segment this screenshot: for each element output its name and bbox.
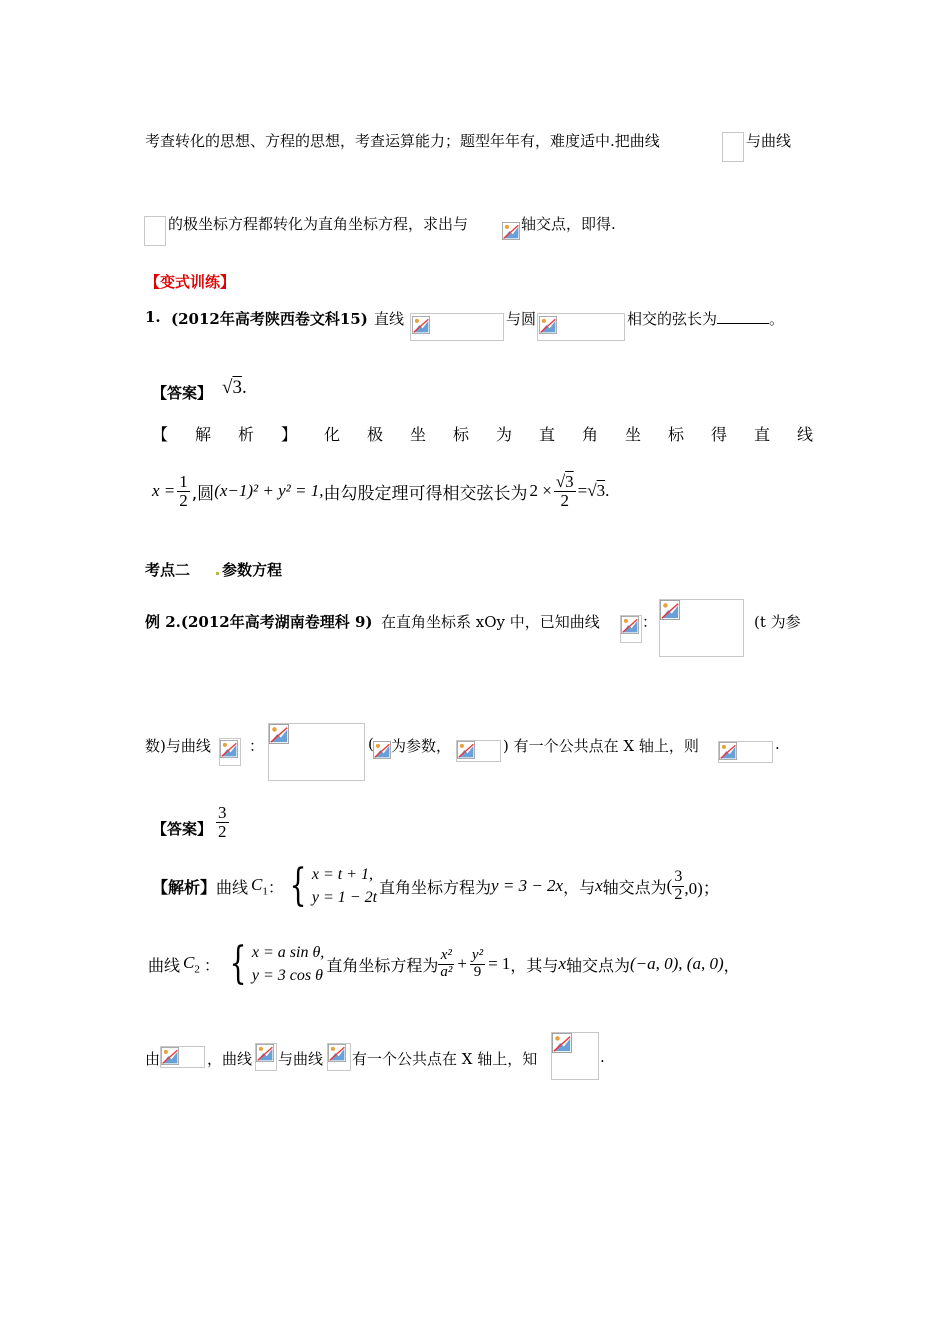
section-label: 考点二 — [145, 561, 191, 579]
example-2-lead — [145, 611, 373, 632]
answer-2-value — [216, 804, 229, 841]
radicand: 3 — [565, 471, 574, 491]
comma: ， — [723, 955, 740, 975]
heading-char: 极 — [367, 425, 384, 444]
heading-char: 化 — [324, 425, 341, 444]
fraction-denominator: 2 — [560, 490, 569, 510]
circle-label: ,圆 — [191, 483, 215, 504]
heading-char: 得 — [711, 425, 728, 444]
explanation-2-text: ，与 — [563, 877, 596, 897]
x-variable: x — [595, 876, 603, 895]
curve-label: 曲线 — [216, 877, 249, 897]
variant-heading: 【变式训练】 — [145, 273, 236, 291]
heading-char: 析 — [238, 425, 255, 444]
final-line-b: ，曲线 — [207, 1050, 253, 1068]
explanation-2-text: 轴交点为 — [565, 955, 630, 975]
left-brace-icon: { — [229, 938, 247, 989]
curve-c1 — [251, 875, 268, 897]
answer-1-value — [222, 377, 247, 399]
fraction-denominator: 2 — [218, 821, 227, 841]
broken-image-icon — [220, 740, 238, 758]
circle-equation: (x−1)² + y² = 1, — [214, 481, 324, 500]
explanation-2-line-1 — [152, 858, 720, 914]
example-2-line2-a: 数)与曲线 — [145, 737, 211, 755]
final-line-d: 有一个公共点在 X 轴上，知 — [352, 1050, 538, 1068]
curve-label: 曲线 — [148, 955, 181, 975]
intro-line-2 — [168, 213, 468, 234]
question-1-end: 。 — [769, 310, 785, 328]
explanation-1-heading — [152, 422, 840, 445]
result-value: √3. — [587, 481, 610, 500]
question-1-text-b: 与圆 — [506, 310, 537, 328]
explanation-2-text: ，其与 — [510, 955, 559, 975]
broken-image-icon — [660, 600, 680, 620]
section-title: 参数方程 — [222, 561, 283, 579]
equation-system — [252, 941, 324, 987]
heading-char: 线 — [797, 425, 814, 444]
broken-image-icon — [256, 1044, 274, 1062]
heading-char: 】 — [281, 425, 298, 444]
broken-image-icon — [552, 1033, 572, 1053]
intro-line-1b — [746, 130, 791, 151]
final-line-c: 与曲线 — [278, 1050, 324, 1068]
point-close: ,0)； — [684, 878, 720, 898]
broken-image-icon — [328, 1044, 346, 1062]
left-brace-icon: { — [289, 860, 307, 911]
heading-char: 解 — [195, 425, 212, 444]
answer-blank — [717, 309, 769, 324]
explanation-1-formula — [152, 466, 609, 516]
x-variable: x — [558, 954, 566, 973]
curve-c2 — [183, 953, 200, 975]
heading-char: 【 — [152, 425, 169, 444]
broken-image-icon — [457, 741, 475, 759]
intro-text-b: 与曲线 — [746, 132, 792, 150]
broken-image-icon — [621, 616, 639, 634]
times-sign: 2 × — [529, 481, 552, 500]
system-line: x = t + 1, — [311, 865, 374, 883]
fraction-denominator: 2 — [179, 490, 188, 510]
answer-2-label: 【答案】 — [152, 820, 213, 838]
answer-1-end: . — [241, 377, 247, 398]
question-1-text-c — [627, 308, 784, 329]
dot-mark — [216, 572, 219, 575]
heading-char: 标 — [668, 425, 685, 444]
fraction — [554, 473, 576, 510]
broken-image-icon — [373, 741, 391, 759]
heading-char: 坐 — [625, 425, 642, 444]
fraction — [438, 948, 454, 981]
example-2-line2-d: ) 有一个公共点在 X 轴上，则 — [503, 737, 699, 755]
question-1-text-a: 直线 — [374, 310, 405, 328]
broken-image-icon — [269, 724, 289, 744]
explanation-2-line-2 — [148, 934, 740, 994]
example-2-text-a: 在直角坐标系 xOy 中，已知曲线 — [381, 613, 600, 631]
heading-char: 直 — [539, 425, 556, 444]
explanation-1-text: 由勾股定理可得相交弦长为 — [323, 483, 528, 504]
explanation-2-text: 直角坐标方程为 — [326, 955, 439, 975]
fraction-numerator: x² — [438, 948, 454, 965]
fraction — [672, 869, 684, 904]
paren: ( — [666, 876, 673, 895]
fraction-numerator: 1 — [179, 471, 188, 491]
intro-text-d: 轴交点，即得. — [521, 215, 616, 233]
system-line: y = 3 cos θ — [251, 967, 323, 984]
curve-subscript: 2 — [194, 963, 200, 976]
fraction-denominator: 9 — [473, 963, 482, 980]
intro-text-c: 的极坐标方程都转化为直角坐标方程，求出与 — [168, 215, 469, 233]
heading-char: 为 — [496, 425, 513, 444]
intersection-points: (−a, 0), (a, 0) — [630, 954, 724, 973]
fraction-denominator: a² — [440, 963, 453, 980]
system-line: y = 1 − 2t — [311, 889, 378, 906]
intro-line-1 — [145, 130, 660, 151]
explanation-2-label: 【解析】 — [152, 877, 217, 897]
broken-image-icon — [412, 316, 430, 334]
fraction — [470, 948, 485, 981]
fraction-denominator: 2 — [674, 885, 683, 903]
fraction — [216, 804, 229, 841]
question-1-number: 1. — [145, 308, 161, 326]
sqrt-icon: √ — [222, 377, 233, 398]
broken-image-icon — [502, 222, 520, 240]
fraction-numerator: √3 — [555, 471, 574, 491]
final-line-end: . — [600, 1048, 605, 1066]
final-line-a: 由 — [145, 1050, 161, 1068]
example-2-number: 例 2. — [145, 613, 181, 631]
curve-symbol: C — [251, 874, 263, 894]
example-2-line2-c: 为参数， — [391, 737, 452, 755]
broken-image-icon — [161, 1047, 179, 1065]
explanation-2-text: 轴交点为 — [602, 877, 667, 897]
fraction-numerator: 3 — [218, 803, 227, 822]
answer-1-radicand: 3 — [232, 377, 242, 398]
fraction — [177, 473, 190, 510]
question-1-source: (2012年高考陕西卷文科15) — [171, 310, 368, 328]
equation-system — [312, 863, 377, 909]
question-1-prompt: 相交的弦长为 — [627, 310, 718, 328]
x-equals: x = — [152, 481, 176, 500]
answer-1-label: 【答案】 — [152, 384, 213, 402]
equals-sign: = — [577, 481, 588, 500]
heading-char: 角 — [582, 425, 599, 444]
heading-char: 直 — [754, 425, 771, 444]
image-frame — [722, 132, 744, 162]
example-2-text-b: (t 为参 — [754, 613, 801, 631]
heading-char: 坐 — [410, 425, 427, 444]
example-2-line2-end: . — [775, 735, 780, 753]
plus-sign: + — [457, 954, 467, 973]
heading-char: 标 — [453, 425, 470, 444]
colon: ： — [203, 955, 220, 975]
curve-subscript: 1 — [262, 885, 268, 898]
line-equation: y = 3 − 2x — [491, 876, 564, 895]
broken-image-icon — [719, 742, 737, 760]
equals-one: = 1 — [488, 954, 511, 973]
intro-line-2b — [521, 213, 616, 234]
example-2-line2-colon: ： — [249, 737, 265, 755]
example-2-line2-b: ( — [368, 735, 374, 753]
result-radicand: 3 — [596, 481, 606, 500]
colon: ： — [267, 877, 284, 897]
result-end: . — [605, 481, 610, 500]
example-2-source: (2012年高考湖南卷理科 9) — [180, 613, 373, 631]
fraction-numerator: 3 — [674, 867, 683, 885]
intro-text-a: 考查转化的思想、方程的思想，考查运算能力；题型年年有，难度适中.把曲线 — [145, 132, 660, 150]
example-2-colon: ： — [642, 613, 658, 631]
image-frame — [144, 216, 166, 246]
explanation-2-text: 直角坐标方程为 — [379, 877, 492, 897]
system-line: x = a sin θ, — [251, 943, 325, 961]
fraction-numerator: y² — [471, 946, 484, 963]
broken-image-icon — [539, 316, 557, 334]
curve-symbol: C — [183, 952, 195, 972]
